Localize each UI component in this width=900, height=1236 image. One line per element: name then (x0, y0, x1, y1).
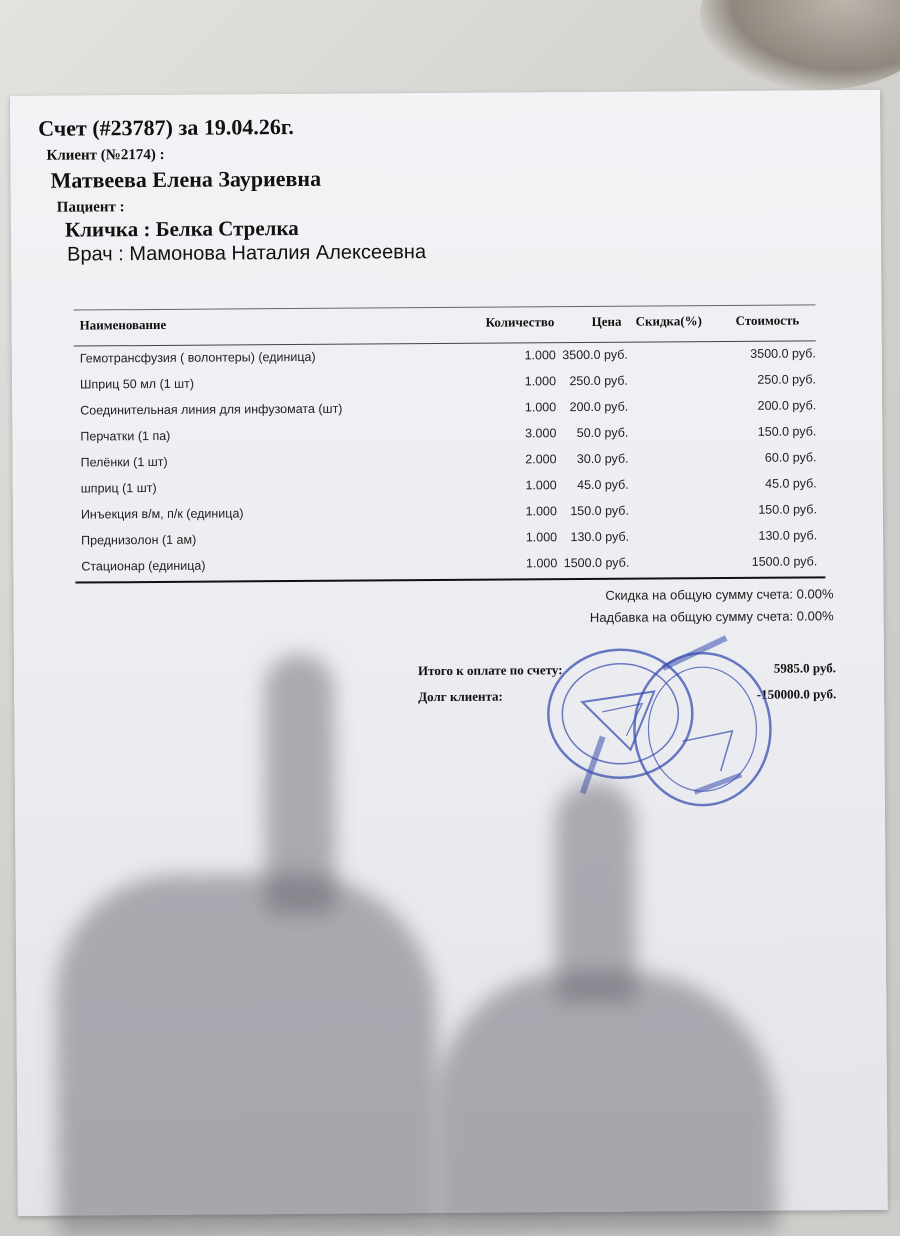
discount-summary: Скидка на общую сумму счета: 0.00% (605, 586, 834, 603)
item-name: Преднизолон (1 ам) (81, 532, 197, 548)
item-total: 150.0 руб. (758, 502, 817, 517)
invoice-title: Счет (#23787) за 19.04.26г. (38, 114, 294, 141)
item-name: Перчатки (1 па) (80, 428, 171, 444)
item-name: Стационар (единица) (81, 558, 206, 574)
item-price: 150.0 руб. (570, 503, 629, 519)
doctor-name: Врач : Мамонова Наталия Алексеевна (67, 241, 427, 266)
item-price: 3500.0 руб. (562, 347, 628, 363)
photo-shadow-right (555, 782, 637, 1003)
item-total: 200.0 руб. (757, 398, 817, 413)
invoice-paper (10, 90, 888, 1216)
item-name: Пелёнки (1 шт) (80, 454, 168, 470)
item-price: 130.0 руб. (570, 529, 630, 545)
item-qty: 1.000 (524, 374, 557, 389)
header-total: Стоимость (735, 312, 800, 328)
total-due-value: 5985.0 руб. (773, 660, 837, 676)
item-qty: 1.000 (525, 478, 557, 493)
item-price: 30.0 руб. (576, 451, 629, 467)
table-row (13, 528, 883, 558)
item-price: 200.0 руб. (569, 399, 629, 415)
item-name: Шприц 50 мл (1 шт) (79, 376, 195, 392)
item-price: 50.0 руб. (576, 425, 629, 441)
item-name: Инъекция в/м, п/к (единица) (80, 506, 244, 522)
item-name: шприц (1 шт) (80, 480, 157, 496)
item-total: 250.0 руб. (757, 372, 817, 387)
item-total: 45.0 руб. (765, 476, 817, 491)
table-row (12, 346, 882, 376)
item-total: 130.0 руб. (758, 528, 818, 543)
photo-shadow-left-body (55, 873, 438, 1236)
item-total: 1500.0 руб. (751, 554, 818, 569)
table-top-rule (73, 304, 815, 310)
item-qty: 1.000 (524, 348, 556, 363)
table-row (13, 476, 883, 506)
item-qty: 1.000 (525, 530, 558, 545)
client-label: Клиент (№2174) : (46, 146, 165, 164)
item-total: 60.0 руб. (764, 450, 817, 465)
item-qty: 1.000 (525, 504, 557, 519)
item-qty: 3.000 (525, 426, 557, 441)
client-debt-value: -150000.0 руб. (756, 686, 837, 702)
item-qty: 2.000 (525, 452, 557, 467)
client-debt-label: Долг клиента: (418, 688, 503, 705)
item-name: Соединительная линия для инфузомата (шт) (80, 401, 343, 418)
pet-name: Кличка : Белка Стрелка (64, 215, 299, 242)
item-qty: 1.000 (524, 400, 557, 415)
patient-label: Пациент : (56, 199, 125, 216)
table-header (12, 312, 882, 333)
header-discount: Скидка(%) (635, 313, 703, 329)
table-row (13, 502, 883, 532)
item-total: 150.0 руб. (757, 424, 817, 439)
header-qty: Количество (485, 314, 555, 330)
item-price: 45.0 руб. (577, 477, 629, 493)
total-due-label: Итого к оплате по счету: (417, 662, 563, 679)
photo-shadow-right-body (436, 971, 778, 1233)
item-price: 1500.0 руб. (563, 555, 630, 571)
table-row (12, 372, 882, 402)
client-name: Матвеева Елена Зауриевна (50, 165, 322, 193)
item-name: Гемотрансфузия ( волонтеры) (единица) (79, 349, 316, 366)
markup-summary: Надбавка на общую сумму счета: 0.00% (589, 608, 834, 625)
item-qty: 1.000 (525, 556, 558, 571)
item-total: 3500.0 руб. (750, 346, 816, 361)
item-price: 250.0 руб. (569, 373, 629, 389)
items-table (12, 346, 882, 574)
table-row (12, 398, 882, 428)
table-row (13, 450, 883, 480)
table-row (12, 424, 882, 454)
header-name: Наименование (79, 316, 167, 333)
header-price: Цена (591, 313, 622, 329)
header-rule (74, 340, 816, 346)
